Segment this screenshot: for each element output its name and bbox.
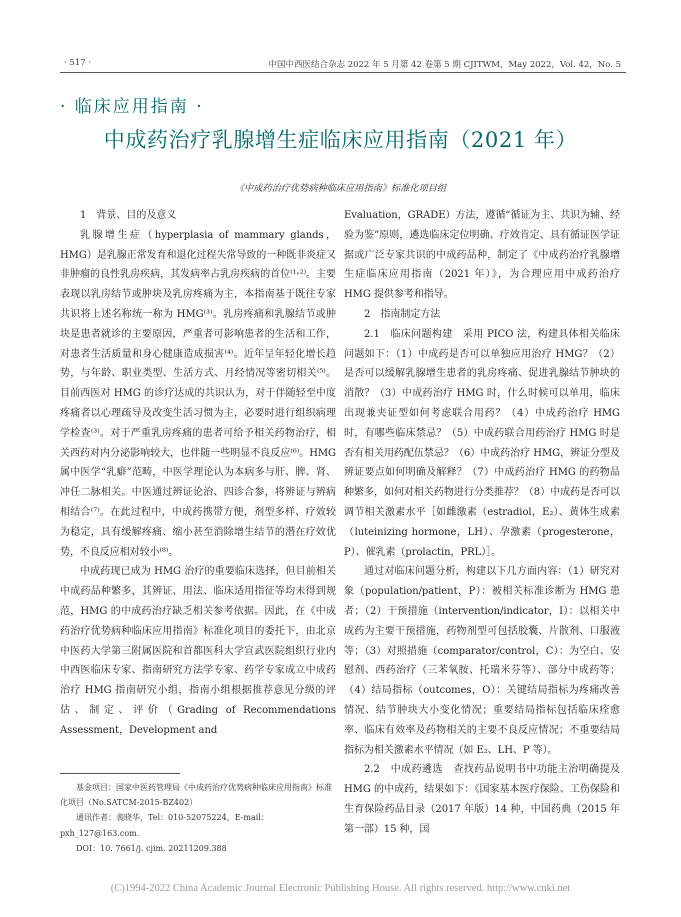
section-heading: 1 背景、目的及意义 [80, 210, 177, 221]
footnotes [60, 780, 336, 856]
section-heading: 2 指南制定方法 [364, 308, 441, 320]
author-group: 《中成药治疗优势病种临床应用指南》标准化项目组 [234, 183, 447, 194]
section-label: · 临床应用指南 · [60, 97, 204, 117]
paragraph: Evaluation，GRADE）方法，遵循“循证为主、共识为辅、经验为鉴”原则，遴选临床定位明确、疗效肯定、具有循证医学证据或广泛专家共识的中成药品种，制定了《中成药治疗乳腺增生症临床应用指南（2021 年）》，为合理应用中成药治疗 HMG 提供参考和指导。 [344, 210, 620, 301]
header-rule [60, 72, 626, 73]
paragraph: 乳腺增生症（hyperplasia of mammary glands，HMG）是乳腺正常发育和退化过程失常导致的一种既非炎症又非肿瘤的良性乳房疾病，其发病率占乳房疾病的首位⁽¹˒²⁾。主要表现以乳房结节或肿块及乳房疼痛为主，本指南基于既往专家共识将上述名称统一称为 HMG⁽³⁾。乳房疼痛和乳腺结节或肿块是患者就诊的主要原因，严重者可影响患者的生活和工作，对患者生活质量和身心健康造成损害⁽⁴⁾。近年呈年轻化增长趋势，与年龄、职业类型、生活方式、月经情况等密切相关⁽⁵⁾。目前西医对 HMG 的诊疗达成的共识认为，对于伴随轻至中度疼痛者以心理疏导及改变生活习惯为主，必要时进行组织病理学检查⁽³⁾。对于严重乳房疼痛的患者可给予相关药物治疗，相关西药对内分泌影响较大，也伴随一些明显不良反应⁽⁶⁾。HMG 属中医学“乳癖”范畴，中医学理论认为本病多与肝、脾、肾、冲任二脉相关。中医通过辨证论治、四诊合参，将辨证与辨病相结合⁽⁷⁾。在此过程中，中成药携带方便，剂型多样、疗效较为稳定，具有缓解疼痛、缩小甚至消除增生结节的潜在疗效优势，不良反应相对较小⁽⁸⁾。 [60, 229, 336, 558]
paragraph: 中成药现已成为 HMG 治疗的重要临床选择，但目前相关中成药品种繁多，其辨证、用法、临床适用指征等均未得到规范，HMG 的中成药治疗缺乏相关参考依据。因此，在《中成药治疗优势病种临床应用指南》标准化项目的委托下，由北京中医药大学第三附属医院和首都医科大学宣武医院组织行业内中西医临床专家、指南研究方法学专家、药学专家成立中成药治疗 HMG 指南研究小组，指南小组根据推荐意见分级的评估、制定、评价（Grading of Recommendations Assessment，Development and [60, 566, 336, 736]
paragraph: 2.1 临床问题构建 采用 PICO 法，构建具体相关临床问题如下：（1）中成药是否可以单独应用治疗 HMG？（2）是否可以缓解乳腺增生患者的乳房疼痛、促进乳腺结节肿块的消散？（3）中成药治疗 HMG 时，什么时候可以单用，临床出现兼夹证型如何考虑联合用药？（4）中成药治疗 HMG 时，有哪些临床禁忌？（5）中成药联合用药治疗 HMG 时是否有相关用药配伍禁忌？（6）中成药治疗 HMG，辨证分型及辨证要点如何明确及解释？（7）中成药治疗 HMG 的药物品种繁多，如何对相关药物进行分类推荐？（8）中成药是否可以调节相关激素水平［如雌激素（estradiol，E₂）、黄体生成素（luteinizing hormone，LH）、孕激素（progesterone，P）、催乳素（prolactin，PRL）］。 [344, 328, 620, 558]
paragraph: 通过对临床问题分析，构建以下几方面内容：（1）研究对象（population/patient，P）：被相关标准诊断为 HMG 患者；（2）干预措施（intervention/indicator，I）：以相关中成药为主要干预措施，药物剂型可包括胶囊、片散剂、口服液等；（3）对照措施（comparator/control，C）：为空白、安慰剂、西药治疗（三苯氧胺、托瑞米芬等）、部分中成药等；（4）结局指标（outcomes，O）：关键结局指标为疼痛改善情况、结节肿块大小变化情况；重要结局指标包括临床痊愈率、临床有效率及药物相关的主要不良反应情况；不重要结局指标为相关激素水平情况（如 E₂、LH、P 等）。 [344, 566, 620, 756]
footnote-rule [60, 773, 180, 774]
page-number: · 517 · [64, 58, 92, 68]
correspondence-note: 通讯作者：裴晓华，Tel：010-52075224，E-mail：pxh_127@163.com. [60, 813, 269, 838]
funding-note: 基金项目：国家中医药管理局《中成药治疗优势病种临床应用指南》标准化项目（No.SATCM-2015-BZ402） [60, 783, 332, 808]
doi-note: DOI：10. 7661/j. cjim. 20211209.388 [76, 843, 227, 853]
copyright-line: (C)1994-2022 China Academic Journal Electronic Publishing House. All rights reserved. http://www.cnki.net [110, 883, 571, 894]
article-title: 中成药治疗乳腺增生症临床应用指南（2021 年） [103, 128, 578, 152]
journal-header: 中国中西医结合杂志 2022 年 5 月第 42 卷第 5 期 CJITWM，May 2022，Vol. 42，No. 5 [268, 60, 621, 70]
right-column [344, 206, 620, 840]
paragraph: 2.2 中成药遴选 查找药品说明书中功能主治明确提及 HMG 的中成药，结果如下：《国家基本医疗保险、工伤保险和生育保险药品目录（2017 年版）14 种，中国药典（2015 年第一部）15 种，国 [344, 764, 620, 835]
left-column [60, 206, 336, 741]
